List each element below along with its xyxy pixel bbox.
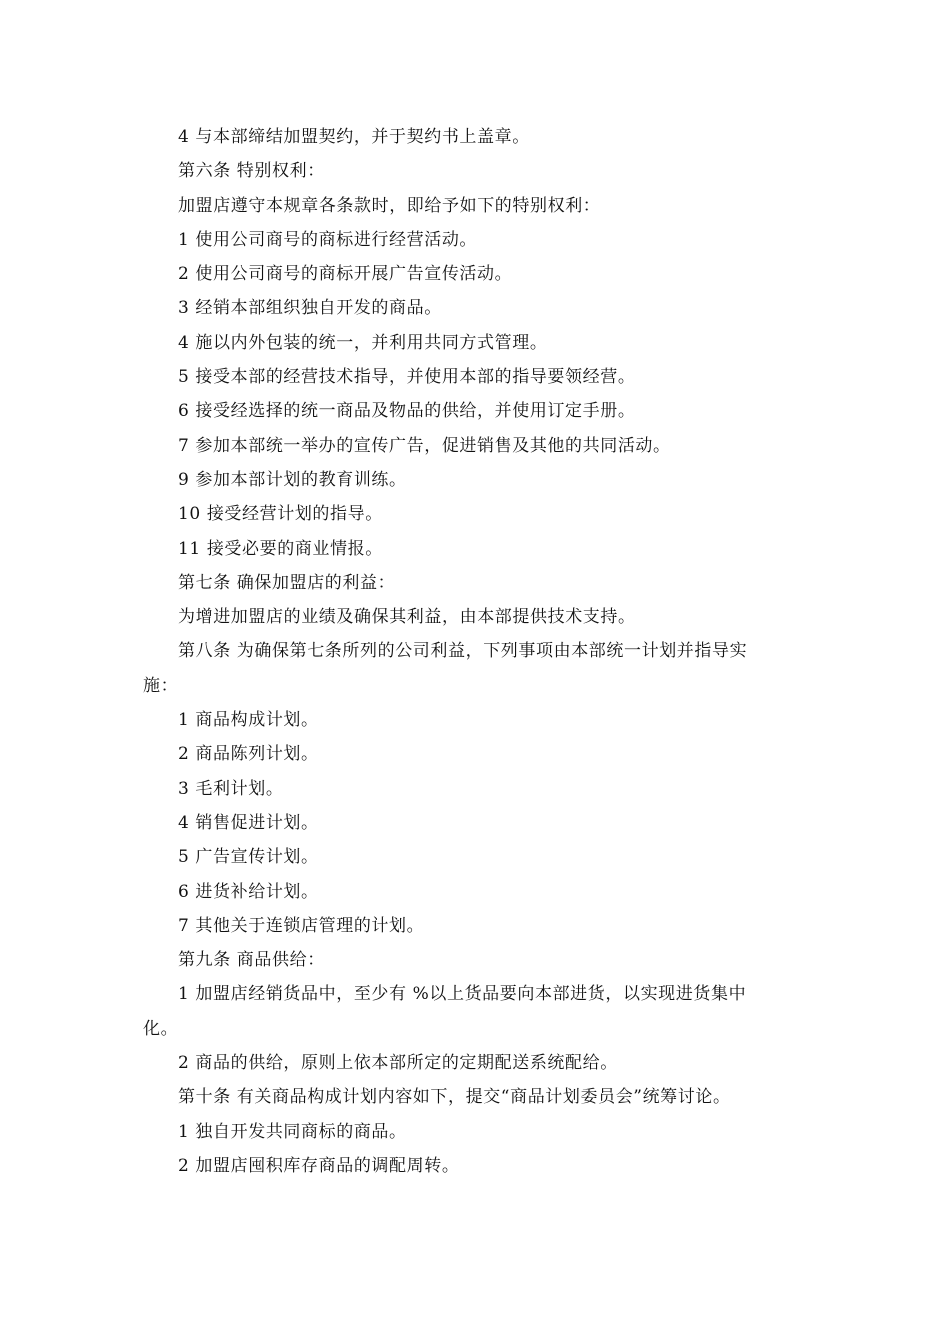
document-line: 2 使用公司商号的商标开展广告宣传活动。 bbox=[178, 264, 513, 285]
document-line: 2 加盟店囤积库存商品的调配周转。 bbox=[178, 1155, 460, 1176]
document-line: 4 与本部缔结加盟契约，并于契约书上盖章。 bbox=[178, 127, 530, 147]
document-line: 3 毛利计划。 bbox=[178, 778, 284, 799]
document-line: 第九条 商品供给： bbox=[178, 950, 325, 971]
document-line: 化。 bbox=[143, 1018, 179, 1039]
document-line: 5 接受本部的经营技术指导，并使用本部的指导要领经营。 bbox=[178, 367, 636, 388]
document-line: 施： bbox=[143, 675, 179, 696]
document-line: 1 独自开发共同商标的商品。 bbox=[178, 1121, 407, 1142]
document-line: 第六条 特别权利： bbox=[178, 161, 325, 182]
document-line: 加盟店遵守本规章各条款时，即给予如下的特别权利： bbox=[178, 195, 601, 216]
document-body bbox=[143, 120, 811, 1183]
document-line: 1 使用公司商号的商标进行经营活动。 bbox=[178, 229, 478, 250]
document-line: 第八条 为确保第七条所列的公司利益，下列事项由本部统一计划并指导实 bbox=[178, 641, 748, 662]
document-line: 9 参加本部计划的教育训练。 bbox=[178, 469, 407, 490]
document-line: 为增进加盟店的业绩及确保其利益，由本部提供技术支持。 bbox=[178, 607, 636, 628]
document-line: 2 商品陈列计划。 bbox=[178, 744, 319, 765]
document-line: 3 经销本部组织独自开发的商品。 bbox=[178, 298, 442, 319]
document-line: 第十条 有关商品构成计划内容如下，提交“商品计划委员会”统筹讨论。 bbox=[178, 1087, 731, 1108]
document-line: 7 其他关于连锁店管理的计划。 bbox=[178, 915, 425, 936]
document-line: 4 销售促进计划。 bbox=[178, 812, 319, 833]
document-line: 6 接受经选择的统一商品及物品的供给，并使用订定手册。 bbox=[178, 401, 636, 422]
document-line: 7 参加本部统一举办的宣传广告，促进销售及其他的共同活动。 bbox=[178, 435, 671, 456]
document-line: 第七条 确保加盟店的利益： bbox=[178, 572, 396, 593]
document-line: 11 接受必要的商业情报。 bbox=[178, 538, 383, 559]
document-line: 10 接受经营计划的指导。 bbox=[178, 504, 383, 525]
document-line: 1 加盟店经销货品中，至少有 %以上货品要向本部进货，以实现进货集中 bbox=[178, 984, 747, 1005]
document-line: 1 商品构成计划。 bbox=[178, 710, 319, 731]
document-line: 5 广告宣传计划。 bbox=[178, 847, 319, 868]
document-line: 6 进货补给计划。 bbox=[178, 881, 319, 902]
document-line: 4 施以内外包装的统一，并利用共同方式管理。 bbox=[178, 332, 548, 353]
document-line: 2 商品的供给，原则上依本部所定的定期配送系统配给。 bbox=[178, 1053, 618, 1074]
